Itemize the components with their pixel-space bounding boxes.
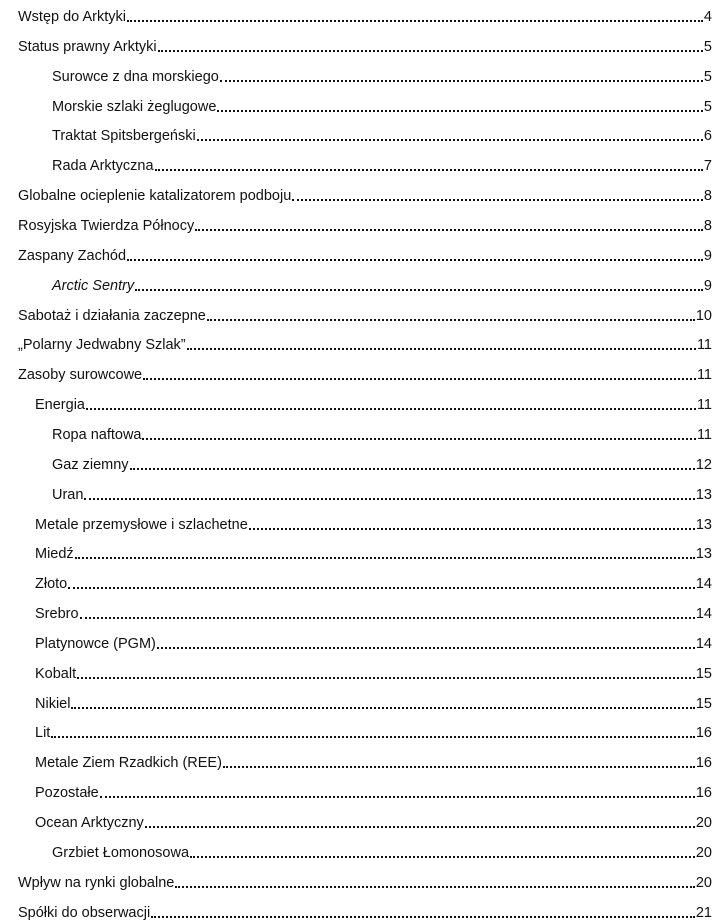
toc-entry-title[interactable]: Kobalt	[35, 665, 77, 682]
toc-entry-title[interactable]: Wpływ na rynki globalne	[18, 874, 175, 891]
toc-entry-title[interactable]: Grzbiet Łomonosowa	[52, 844, 190, 861]
toc-dot-leader	[142, 438, 695, 440]
toc-entry-title[interactable]: Srebro	[35, 606, 79, 622]
toc-dot-leader	[151, 916, 695, 918]
toc-entry[interactable]	[0, 390, 712, 414]
toc-page-number[interactable]: 20	[695, 844, 712, 861]
toc-entry-title[interactable]: Metale Ziem Rzadkich (REE)	[35, 755, 222, 772]
toc-page-number[interactable]: 20	[695, 874, 712, 891]
toc-dot-leader	[175, 886, 695, 888]
toc-dot-leader	[187, 348, 696, 350]
toc-entry-title[interactable]: Gaz ziemny	[52, 456, 129, 473]
toc-entry[interactable]	[0, 539, 712, 563]
toc-dot-leader	[157, 647, 695, 649]
toc-entry[interactable]	[0, 92, 712, 116]
toc-page-number[interactable]: 13	[695, 546, 712, 563]
toc-entry-title[interactable]: Rosyjska Twierdza Północy	[18, 218, 195, 234]
toc-entry[interactable]	[0, 868, 712, 892]
toc-entry[interactable]	[0, 629, 712, 653]
toc-entry-title[interactable]: Ropa naftowa	[52, 426, 142, 443]
toc-entry-title[interactable]: Metale przemysłowe i szlachetne	[35, 516, 248, 533]
toc-entry-title[interactable]: „Polarny Jedwabny Szlak”	[18, 337, 186, 354]
toc-dot-leader	[80, 617, 695, 619]
toc-page-number[interactable]: 14	[695, 635, 712, 652]
toc-entry[interactable]	[0, 2, 712, 26]
toc-entry-title[interactable]: Platynowce (PGM)	[35, 635, 156, 652]
toc-entry[interactable]	[0, 330, 712, 354]
toc-page-number[interactable]: 16	[695, 785, 712, 802]
toc-entry[interactable]	[0, 32, 712, 56]
toc-entry-title[interactable]: Nikiel	[35, 695, 71, 712]
toc-page-number[interactable]: 9	[703, 247, 712, 264]
toc-dot-leader	[158, 50, 703, 52]
toc-entry-title[interactable]: Arctic Sentry	[52, 277, 135, 294]
toc-dot-leader	[145, 826, 695, 828]
toc-entry[interactable]	[0, 748, 712, 772]
toc-dot-leader	[207, 319, 695, 321]
toc-page-number[interactable]: 8	[703, 188, 712, 205]
toc-entry-title[interactable]: Sabotaż i działania zaczepne	[18, 307, 206, 324]
toc-entry[interactable]	[0, 718, 712, 742]
toc-page-number[interactable]: 5	[703, 68, 712, 85]
toc-entry-title[interactable]: Złoto	[35, 576, 68, 593]
toc-entry[interactable]	[0, 838, 712, 862]
toc-page-number[interactable]: 11	[696, 367, 712, 384]
toc-entry-title[interactable]: Zasoby surowcowe	[18, 367, 143, 384]
toc-entry-title[interactable]: Ocean Arktyczny	[35, 815, 144, 831]
toc-page-number[interactable]: 11	[696, 397, 712, 414]
toc-entry-title[interactable]: Energia	[35, 397, 85, 414]
toc-entry[interactable]	[0, 569, 712, 593]
toc-page-number[interactable]: 14	[695, 576, 712, 593]
toc-dot-leader	[190, 856, 695, 858]
toc-dot-leader	[223, 766, 695, 768]
toc-page-number[interactable]: 4	[703, 9, 712, 25]
toc-dot-leader	[75, 557, 695, 559]
toc-page-number[interactable]: 21	[695, 904, 712, 921]
toc-page-number[interactable]: 13	[695, 486, 712, 503]
toc-page-number[interactable]: 14	[695, 606, 712, 622]
toc-entry[interactable]	[0, 211, 712, 235]
toc-entry-title[interactable]: Wstęp do Arktyki	[18, 9, 126, 25]
toc-entry-title[interactable]: Lit	[35, 725, 51, 742]
toc-entry[interactable]	[0, 271, 712, 295]
toc-page-number[interactable]: 20	[695, 815, 712, 831]
toc-dot-leader	[249, 528, 695, 530]
toc-page-number[interactable]: 5	[703, 98, 712, 115]
toc-dot-leader	[84, 498, 694, 500]
toc-entry-title[interactable]: Uran	[52, 486, 84, 503]
toc-entry[interactable]	[0, 808, 712, 832]
toc-page-number[interactable]: 10	[695, 307, 712, 324]
toc-entry[interactable]	[0, 241, 712, 265]
toc-page-number[interactable]: 13	[695, 516, 712, 533]
toc-entry[interactable]	[0, 480, 712, 504]
toc-page-number[interactable]: 9	[703, 277, 712, 294]
toc-entry[interactable]	[0, 121, 712, 145]
toc-page-number[interactable]: 12	[695, 456, 712, 473]
toc-entry[interactable]	[0, 151, 712, 175]
toc-page-number[interactable]: 11	[696, 337, 712, 354]
toc-entry-title[interactable]: Globalne ocieplenie katalizatorem podboju	[18, 188, 292, 205]
toc-dot-leader	[127, 259, 703, 261]
toc-dot-leader	[195, 229, 703, 231]
toc-dot-leader	[155, 169, 703, 171]
toc-entry[interactable]	[0, 510, 712, 534]
toc-page-number[interactable]: 5	[703, 38, 712, 55]
toc-dot-leader	[127, 20, 703, 22]
toc-dot-leader	[86, 408, 696, 410]
toc-page-number[interactable]: 16	[695, 725, 712, 742]
toc-page-number[interactable]: 8	[703, 218, 712, 234]
toc-dot-leader	[143, 378, 696, 380]
toc-entry[interactable]	[0, 450, 712, 474]
toc-dot-leader	[220, 80, 703, 82]
toc-page-number[interactable]: 15	[695, 695, 712, 712]
toc-dot-leader	[71, 707, 694, 709]
toc-dot-leader	[100, 796, 695, 798]
toc-entry-title[interactable]: Traktat Spitsbergeński	[52, 128, 196, 145]
toc-dot-leader	[135, 289, 703, 291]
toc-entry[interactable]	[0, 778, 712, 802]
toc-entry[interactable]	[0, 360, 712, 384]
toc-entry-title[interactable]: Surowce z dna morskiego	[52, 68, 219, 85]
toc-entry[interactable]	[0, 181, 712, 205]
toc-entry[interactable]	[0, 301, 712, 325]
toc-entry-title[interactable]: Spółki do obserwacji	[18, 904, 151, 921]
toc-entry[interactable]	[0, 62, 712, 86]
toc-entry-title[interactable]: Miedź	[35, 546, 74, 563]
toc-dot-leader	[292, 199, 703, 201]
toc-entry[interactable]	[0, 659, 712, 683]
toc-entry[interactable]	[0, 599, 712, 623]
toc-entry-title[interactable]: Status prawny Arktyki	[18, 38, 157, 55]
toc-dot-leader	[197, 139, 703, 141]
toc-entry[interactable]	[0, 689, 712, 713]
toc-dot-leader	[68, 587, 695, 589]
toc-page-number[interactable]: 15	[695, 665, 712, 682]
toc-entry-title[interactable]: Pozostałe	[35, 785, 99, 802]
toc-dot-leader	[77, 677, 695, 679]
toc-dot-leader	[130, 468, 695, 470]
toc-entry-title[interactable]: Zaspany Zachód	[18, 247, 127, 264]
toc-page-number[interactable]: 16	[695, 755, 712, 772]
toc-entry-title[interactable]: Morskie szlaki żeglugowe	[52, 98, 217, 115]
toc-entry[interactable]	[0, 420, 712, 444]
toc-dot-leader	[217, 110, 703, 112]
toc-page-number[interactable]: 7	[703, 158, 712, 175]
toc-dot-leader	[51, 736, 695, 738]
toc-page-number[interactable]: 6	[703, 128, 712, 145]
toc-page-number[interactable]: 11	[696, 426, 712, 443]
toc-entry-title[interactable]: Rada Arktyczna	[52, 158, 154, 175]
